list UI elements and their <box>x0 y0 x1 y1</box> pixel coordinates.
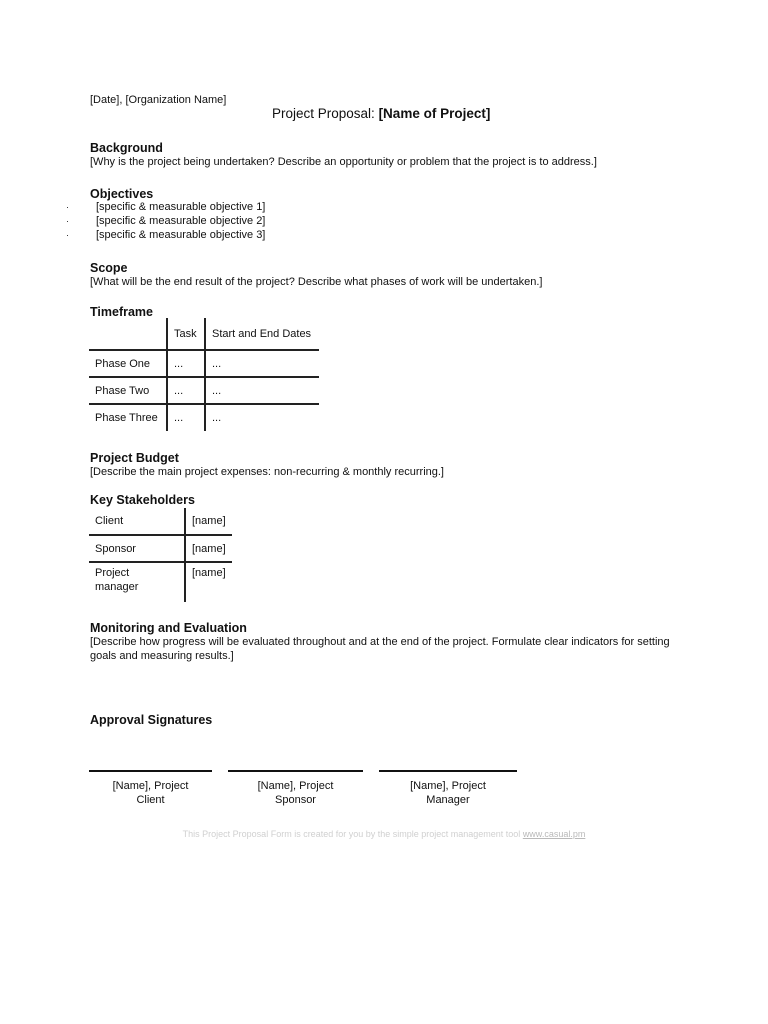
signature-caption-client <box>89 779 212 807</box>
page-title <box>272 105 490 123</box>
task-cell: ... <box>167 377 205 404</box>
phase-cell: Phase One <box>89 350 167 377</box>
approval-heading: Approval Signatures <box>90 713 213 727</box>
signature-line-manager[interactable] <box>379 770 517 772</box>
table-row <box>89 404 319 431</box>
date-organization: [Date], [Organization Name] <box>90 94 227 106</box>
role-cell: Client <box>89 508 185 535</box>
budget-text: [Describe the main project expenses: non-recurring & monthly recurring.] <box>90 466 444 478</box>
dates-cell: ... <box>205 404 319 431</box>
title-prefix: Project Proposal: <box>272 106 379 121</box>
signature-line-sponsor[interactable] <box>228 770 363 772</box>
objective-text: [specific & measurable objective 3] <box>96 229 266 241</box>
monitoring-text: [Describe how progress will be evaluated throughout and at the end of the project. Formulate clear indicators for setting goals and measuring results.] <box>90 636 670 662</box>
footer-note <box>0 829 768 839</box>
stakeholders-heading: Key Stakeholders <box>90 493 195 507</box>
footer-link[interactable]: www.casual.pm <box>522 829 586 839</box>
background-heading: Background <box>90 141 163 155</box>
stakeholders-table <box>89 508 232 602</box>
table-row <box>89 535 232 562</box>
role-cell <box>89 562 185 602</box>
table-row <box>89 508 232 535</box>
monitoring-heading: Monitoring and Evaluation <box>90 621 247 635</box>
signature-line-client[interactable] <box>89 770 212 772</box>
objectives-list <box>66 200 266 242</box>
background-text: [Why is the project being undertaken? Describe an opportunity or problem that the project is to address.] <box>90 156 597 168</box>
table-row <box>89 377 319 404</box>
timeframe-table <box>89 318 319 431</box>
phase-cell: Phase Two <box>89 377 167 404</box>
signature-caption-role: Sponsor <box>275 794 316 806</box>
dates-cell: ... <box>205 377 319 404</box>
objective-text: [specific & measurable objective 1] <box>96 201 266 213</box>
column-header-task: Task <box>167 318 205 350</box>
bullet-icon: · <box>66 230 69 240</box>
list-item <box>66 228 266 242</box>
task-cell: ... <box>167 350 205 377</box>
signature-caption-role: Client <box>136 794 165 806</box>
list-item <box>66 214 266 228</box>
name-cell: [name] <box>185 535 232 562</box>
table-header-row <box>89 318 319 350</box>
budget-heading: Project Budget <box>90 451 179 465</box>
role-text: Project manager <box>95 567 139 593</box>
task-cell: ... <box>167 404 205 431</box>
dates-cell: ... <box>205 350 319 377</box>
bullet-icon: · <box>66 216 69 226</box>
objectives-heading: Objectives <box>90 187 154 201</box>
list-item <box>66 200 266 214</box>
table-corner-cell <box>89 318 167 350</box>
objective-text: [specific & measurable objective 2] <box>96 215 266 227</box>
signature-caption-line: [Name], Project <box>112 780 189 792</box>
footer-text: This Project Proposal Form is created for you by the simple project management tool <box>182 829 523 839</box>
signature-caption-line: [Name], Project <box>257 780 334 792</box>
name-cell: [name] <box>185 562 232 602</box>
scope-heading: Scope <box>90 261 128 275</box>
table-row <box>89 562 232 602</box>
signature-caption-sponsor <box>228 779 363 807</box>
name-cell: [name] <box>185 508 232 535</box>
project-name: [Name of Project] <box>378 106 491 121</box>
column-header-dates: Start and End Dates <box>205 318 319 350</box>
signature-caption-line: [Name], Project <box>410 780 486 792</box>
signature-caption-role: Manager <box>426 794 470 806</box>
timeframe-heading: Timeframe <box>90 305 153 319</box>
role-cell: Sponsor <box>89 535 185 562</box>
bullet-icon: · <box>66 202 69 212</box>
phase-cell: Phase Three <box>95 412 158 424</box>
scope-text: [What will be the end result of the project? Describe what phases of work will be undertaken.] <box>90 276 543 288</box>
table-row <box>89 350 319 377</box>
signature-caption-manager <box>379 779 517 807</box>
